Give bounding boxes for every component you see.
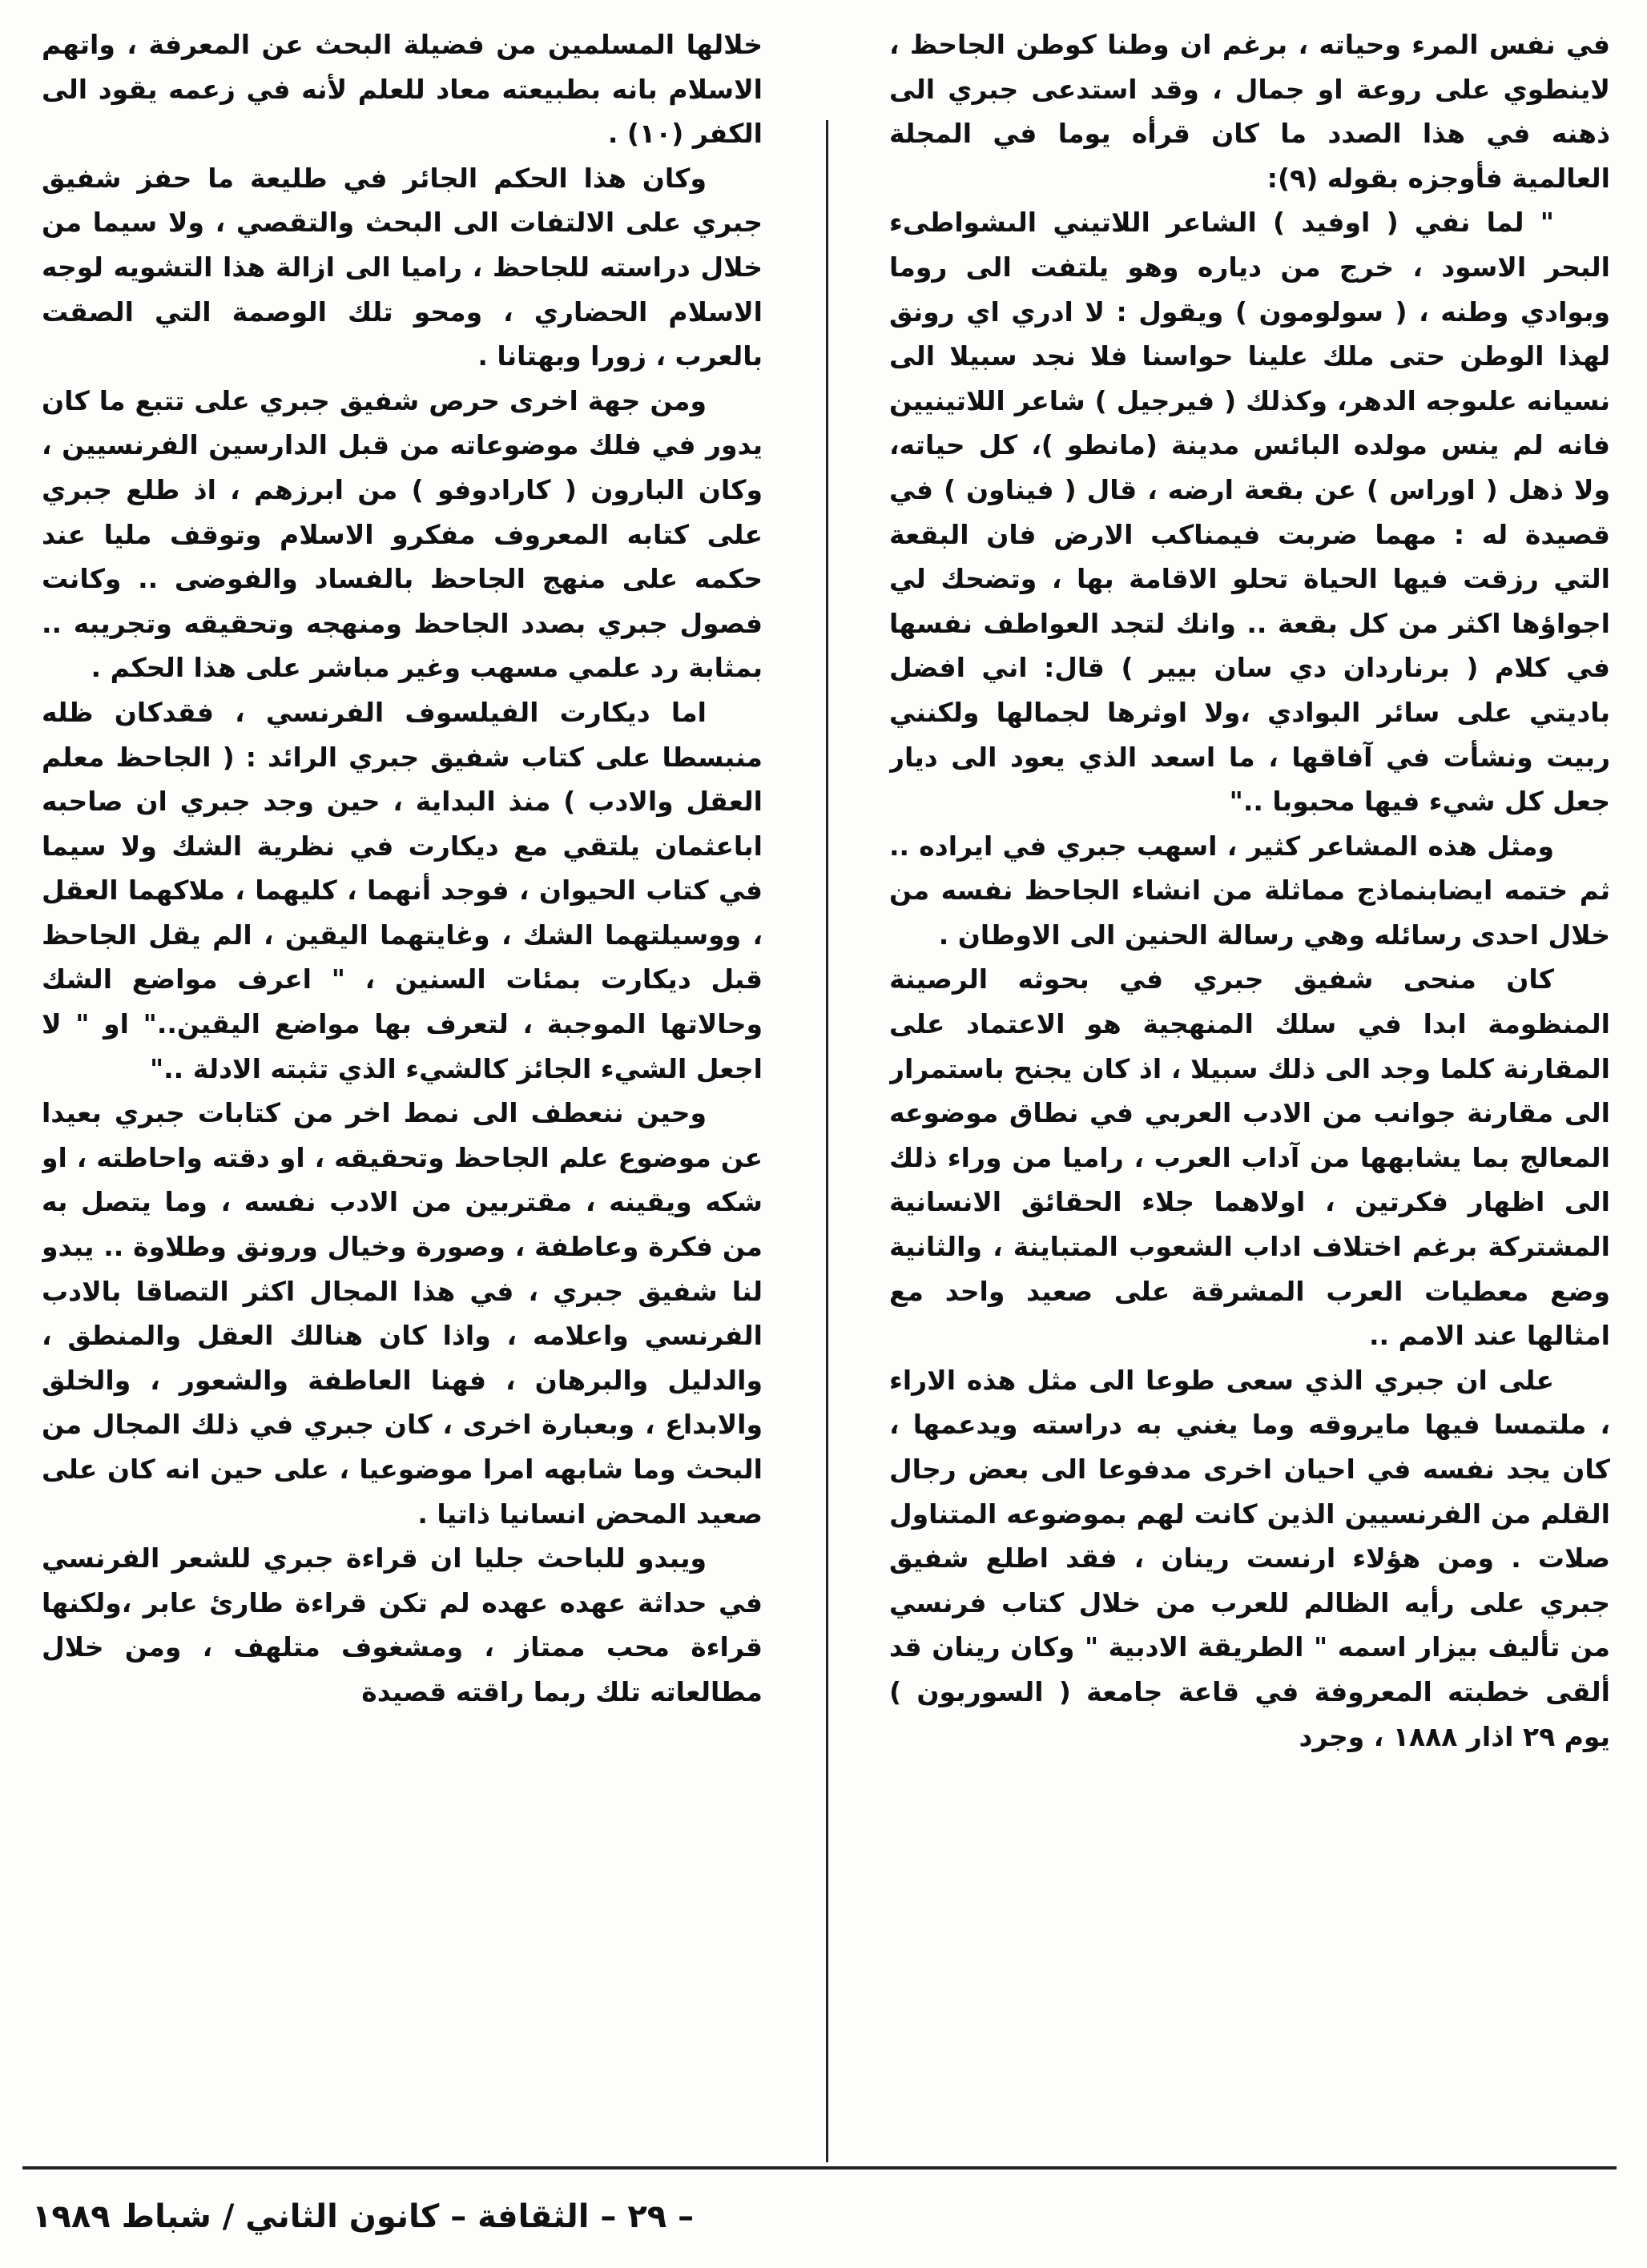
paragraph: ومن جهة اخرى حرص شفيق جبري على تتبع ما كان يدور في فلك موضوعاته من قبل الدارسين الفرنسيين ، وكان البارون ( كارادوفو ) من ابرزهم ، اذ طلع جبري على كتابه المعروف مفكرو الاسلام وتوقف مليا عند حكمه على منهج الجاحظ بالفساد والفوضى .. وكانت فصول جبري بصدد الجاحظ ومنهجه وتحقيقه وتجريبه .. بمثابة رد علمي مسهب وغير مباشر على هذا الحكم . (42, 384, 763, 684)
paragraph: اما ديكارت الفيلسوف الفرنسي ، فقدكان ظله منبسطا على كتاب شفيق جبري الرائد : ( الجاحظ معلم العقل والادب ) منذ البداية ، حين وجد جبري ان صاحبه اباعثمان يلتقي مع ديكارت في نظرية الشك ولا سيما في كتاب الحيوان ، فوجد أنهما ، كليهما ، ملاكهما العقل ، ووسيلتهما الشك ، وغايتهما اليقين ، الم يقل الجاحظ قبل ديكارت بمئات السنين ، " اعرف مواضع الشك وحالاتها الموجبة ، لتعرف بها مواضع اليقين.." او " لا اجعل الشيء الجائز كالشيء الذي تثبته الادلة .." (42, 696, 763, 1084)
paragraph: وحين ننعطف الى نمط اخر من كتابات جبري بعيدا عن موضوع علم الجاحظ وتحقيقه ، او دقته واحاطته ، او شكه ويقينه ، مقتربين من الادب نفسه ، وما يتصل به من فكرة وعاطفة ، وصورة وخيال ورونق وطلاوة .. يبدو لنا شفيق جبري ، في هذا المجال اكثر التصاقا بالادب الفرنسي واعلامه ، واذا كان هنالك العقل والمنطق ، والدليل والبرهان ، فهنا العاطفة والشعور ، والخلق والابداع ، وبعبارة اخرى ، كان جبري في ذلك المجال من البحث وما شابهه امرا موضوعيا ، على حين انه كان على صعيد المحض انسانيا ذاتيا . (42, 1097, 763, 1530)
footer-rule (22, 2166, 1617, 2169)
paragraph: ومثل هذه المشاعر كثير ، اسهب جبري في ايراده .. ثم ختمه ايضابنماذج مماثلة من انشاء الجاحظ نفسه من خلال احدى رسائله وهي رسالة الحنين الى الاوطان . (889, 830, 1610, 951)
paragraph: كان منحى شفيق جبري في بحوثه الرصينة المنظومة ابدا في سلك المنهجية هو الاعتماد على المقارنة كلما وجد الى ذلك سبيلا ، اذ كان يجنح باستمرار الى مقارنة جوانب من الادب العربي في نطاق موضوعه المعالج بما يشابهها من آداب العرب ، راميا من وراء ذلك الى اظهار فكرتين ، اولاهما جلاء الحقائق الانسانية المشتركة برغم اختلاف اداب الشعوب المتباينة ، والثانية وضع معطيات العرب المشرقة على صعيد واحد مع امثالها عند الامم .. (889, 963, 1610, 1352)
page-footer: – ٢٩ – الثقافة – كانون الثاني / شباط ١٩٨٩ (32, 2198, 695, 2235)
paragraph: خلالها المسلمين من فضيلة البحث عن المعرفة ، واتهم الاسلام بانه بطبيعته معاد للعلم لأنه في زعمه يقود الى الكفر (١٠) . (42, 29, 763, 150)
paragraph-quotation: " لما نفي ( اوفيد ) الشاعر اللاتيني الىشواطىء البحر الاسود ، خرج من دياره وهو يلتفت الى روما وبوادي وطنه ، ( سولومون ) ويقول : لا ادري اي رونق لهذا الوطن حتى ملك علينا حواسنا فلا نجد سبيلا الى نسيانه علىوجه الدهر، وكذلك ( فيرجيل ) شاعر اللاتينيين فانه لم ينس مولده البائس مدينة (مانطو )، كل حياته، ولا ذهل ( اوراس ) عن بقعة ارضه ، قال ( فيناون ) في قصيدة له : مهما ضربت فيمناكب الارض فان البقعة التي رزقت فيها الحياة تحلو الاقامة بها ، وتضحك لي اجواؤها اكثر من كل بقعة .. وانك لتجد العواطف نفسها في كلام ( برناردان دي سان بيير ) قال: اني افضل باديتي على سائر البوادي ،ولا اوثرها لجمالها ولكنني ربيت ونشأت في آفاقها ، ما اسعد الذي يعود الى ديار جعل كل شيء فيها محبوبا .." (889, 207, 1610, 818)
paragraph: ويبدو للباحث جليا ان قراءة جبري للشعر الفرنسي في حداثة عهده عهده لم تكن قراءة طارئ عابر ،ولكنها قراءة محب ممتاز ، ومشغوف متلهف ، ومن خلال مطالعاته تلك ربما راقته قصيدة (42, 1542, 763, 1707)
paragraph: على ان جبري الذي سعى طوعا الى مثل هذه الاراء ، ملتمسا فيها مايروقه وما يغني به دراسته ويدعمها ، كان يجد نفسه في احيان اخرى مدفوعا الى بعض رجال القلم من الفرنسيين الذين كانت لهم بموضوعه المتناول صلات . ومن هؤلاء ارنست رينان ، فقد اطلع شفيق جبري على رأيه الظالم للعرب من خلال كتاب فرنسي من تأليف بيزار اسمه " الطريقة الادبية " وكان رينان قد ألقى خطبته المعروفة في قاعة جامعة ( السوربون ) يوم ٢٩ اذار ١٨٨٨ ، وجرد (889, 1364, 1610, 1752)
paragraph: وكان هذا الحكم الجائر في طليعة ما حفز شفيق جبري على الالتفات الى البحث والتقصي ، ولا سيما من خلال دراسته للجاحظ ، راميا الى ازالة هذا التشويه لوجه الاسلام الحضاري ، ومحو تلك الوصمة التي الصقت بالعرب ، زورا وبهتانا . (42, 162, 763, 372)
column-divider (826, 120, 828, 2162)
paragraph: في نفس المرء وحياته ، برغم ان وطنا كوطن الجاحظ ، لاينطوي على روعة او جمال ، وقد استدعى جبري الى ذهنه في هذا الصدد ما كان قرأه يوما في المجلة العالمية فأوجزه بقوله (٩): (889, 29, 1610, 194)
text-column-left (42, 22, 763, 2153)
text-column-right (889, 22, 1610, 2153)
